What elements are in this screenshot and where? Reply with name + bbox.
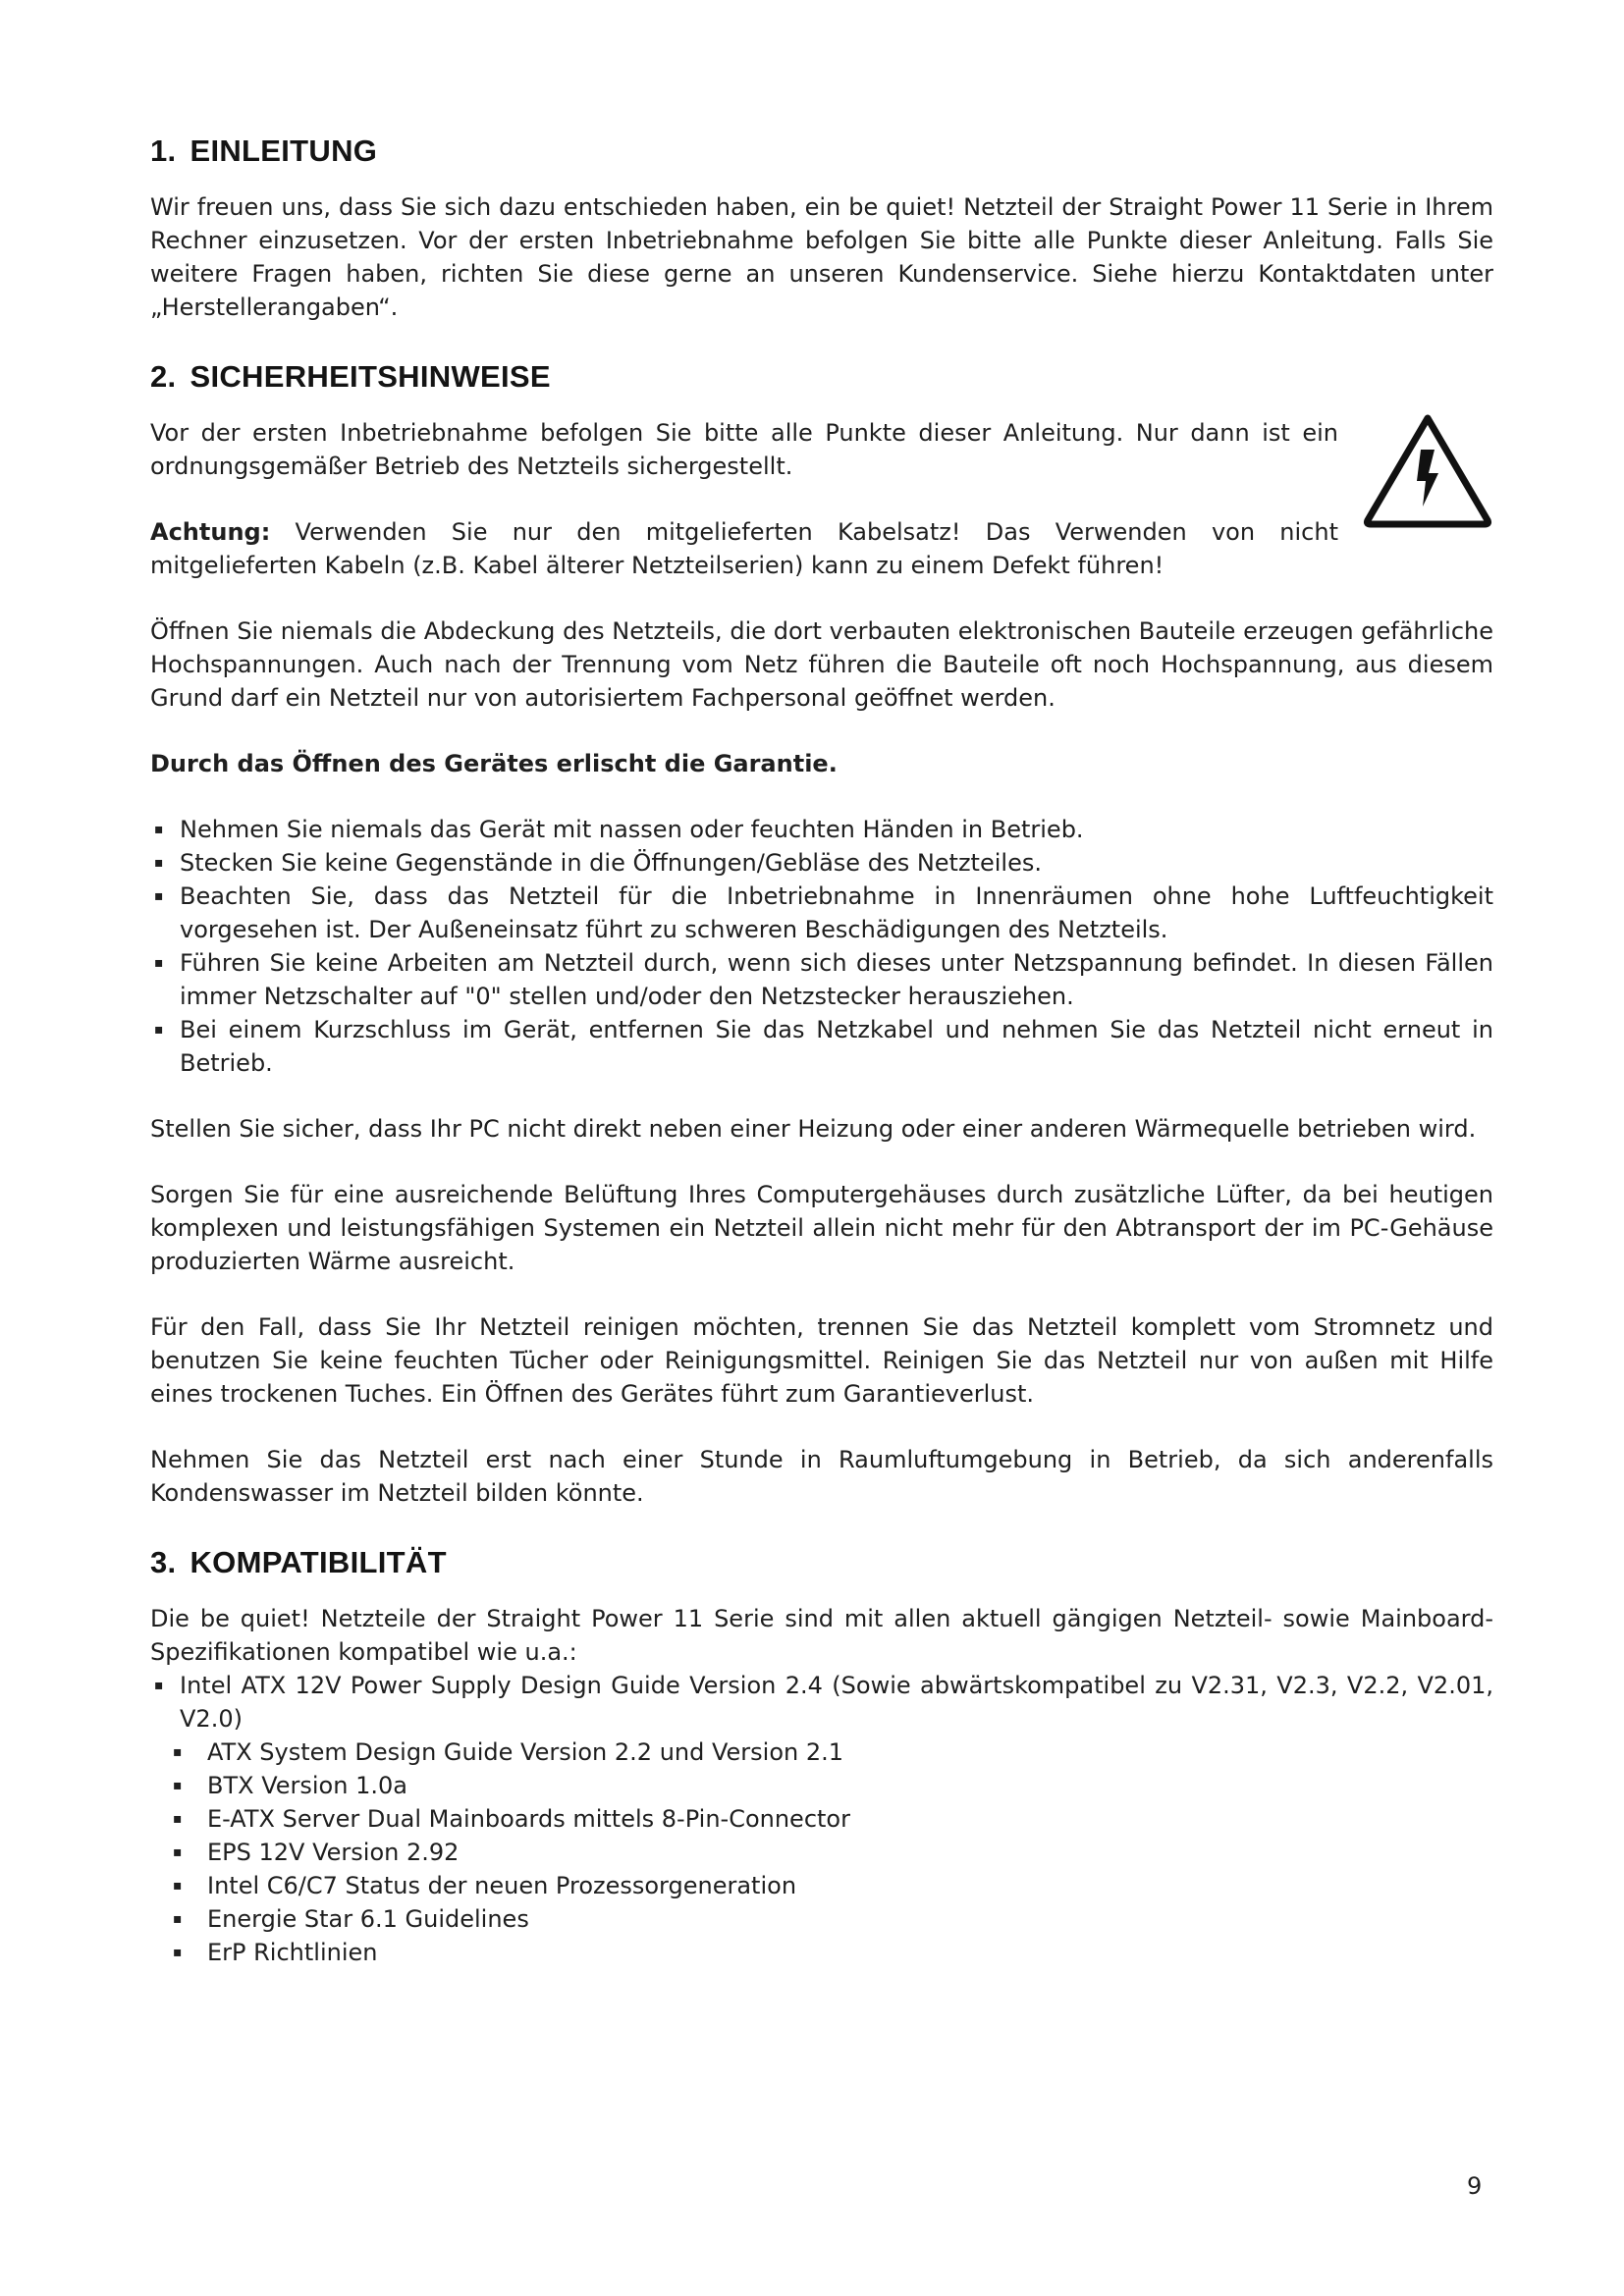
compat-sub-list	[150, 1735, 1493, 1969]
safety-paragraph-7: Nehmen Sie das Netzteil erst nach einer Stunde in Raumluftumgebung in Betrieb, da sich anderenfalls Kondenswasser im Netzteil bilden könnte.	[150, 1446, 1493, 1507]
safety-paragraph-4: Stellen Sie sicher, dass Ihr PC nicht direkt neben einer Heizung oder einer anderen Wärmequelle betrieben wird.	[150, 1115, 1477, 1143]
page-content	[150, 133, 1493, 1969]
safety-bullet-list	[150, 813, 1493, 1080]
intro-paragraph: Wir freuen uns, dass Sie sich dazu entschieden haben, ein be quiet! Netzteil der Straight Power 11 Serie in Ihrem Rechner einzusetzen. Vor der ersten Inbetriebnahme befolgen Sie bitte alle Punkte dieser Anleitung. Falls Sie weitere Fragen haben, richten Sie diese gerne an unseren Kundenservice. Siehe hierzu Kontaktdaten unter „Herstellerangaben“.	[150, 193, 1493, 321]
attention-paragraph	[150, 515, 1338, 582]
safety-intro-block	[150, 416, 1493, 582]
safety-paragraph-3: Öffnen Sie niemals die Abdeckung des Netzteils, die dort verbauten elektronischen Bauteile erzeugen gefährliche Hochspannungen. Auch nach der Trennung vom Netz führen die Bauteile oft noch Hochspannung, aus diesem Grund darf ein Netzteil nur von autorisiertem Fachpersonal geöffnet werden.	[150, 617, 1493, 712]
list-item: ▪ ATX System Design Guide Version 2.2 und Version 2.1	[150, 1735, 1493, 1769]
list-item: ▪ Intel C6/C7 Status der neuen Prozessorgeneration	[150, 1869, 1493, 1902]
list-item: ▪ Beachten Sie, dass das Netzteil für die Inbetriebnahme in Innenräumen ohne hohe Luftfeuchtigkeit vorgesehen ist. Der Außeneinsatz führt zu schweren Beschädigungen des Netzteils.	[150, 880, 1493, 946]
compat-main-list	[150, 1669, 1493, 1735]
list-item: ▪ Stecken Sie keine Gegenstände in die Öffnungen/Gebläse des Netzteiles.	[150, 846, 1493, 880]
attention-label: Achtung:	[150, 518, 271, 546]
section-heading-safety: 2. SICHERHEITSHINWEISE	[150, 359, 551, 394]
compat-intro: Die be quiet! Netzteile der Straight Power 11 Serie sind mit allen aktuell gängigen Netzteil- sowie Mainboard-Spezifikationen kompatibel wie u.a.:	[150, 1605, 1493, 1666]
page-number: 9	[1467, 2172, 1483, 2200]
list-item: ▪ Nehmen Sie niemals das Gerät mit nassen oder feuchten Händen in Betrieb.	[150, 813, 1493, 846]
section-heading-compat: 3. KOMPATIBILITÄT	[150, 1545, 447, 1579]
safety-paragraph-5: Sorgen Sie für eine ausreichende Belüftung Ihres Computergehäuses durch zusätzliche Lüfter, da bei heutigen komplexen und leistungsfähigen Systemen ein Netzteil allein nicht mehr für den Abtransport der im PC-Gehäuse produzierten Wärme ausreicht.	[150, 1181, 1493, 1275]
list-item: ▪ BTX Version 1.0a	[150, 1769, 1493, 1802]
high-voltage-warning-icon	[1362, 412, 1493, 528]
section-heading-intro: 1. EINLEITUNG	[150, 133, 378, 168]
list-item: ▪ ErP Richtlinien	[150, 1936, 1493, 1969]
list-item: ▪ Bei einem Kurzschluss im Gerät, entfernen Sie das Netzkabel und nehmen Sie das Netzteil nicht erneut in Betrieb.	[150, 1013, 1493, 1080]
warranty-note: Durch das Öffnen des Gerätes erlischt die Garantie.	[150, 750, 838, 777]
list-item: ▪ Energie Star 6.1 Guidelines	[150, 1902, 1493, 1936]
list-item: ▪ Intel ATX 12V Power Supply Design Guide Version 2.4 (Sowie abwärtskompatibel zu V2.31, V2.3, V2.2, V2.01, V2.0)	[150, 1669, 1493, 1735]
safety-paragraph-1: Vor der ersten Inbetriebnahme befolgen Sie bitte alle Punkte dieser Anleitung. Nur dann ist ein ordnungsgemäßer Betrieb des Netzteils sichergestellt.	[150, 419, 1338, 480]
attention-text: Verwenden Sie nur den mitgelieferten Kabelsatz! Das Verwenden von nicht mitgelieferten Kabeln (z.B. Kabel älterer Netzteilserien) kann zu einem Defekt führen!	[150, 518, 1338, 579]
safety-paragraph-6: Für den Fall, dass Sie Ihr Netzteil reinigen möchten, trennen Sie das Netzteil komplett vom Stromnetz und benutzen Sie keine feuchten Tücher oder Reinigungsmittel. Reinigen Sie das Netzteil nur von außen mit Hilfe eines trockenen Tuches. Ein Öffnen des Gerätes führt zum Garantieverlust.	[150, 1313, 1493, 1408]
list-item: ▪ Führen Sie keine Arbeiten am Netzteil durch, wenn sich dieses unter Netzspannung befindet. In diesen Fällen immer Netzschalter auf "0" stellen und/oder den Netzstecker herausziehen.	[150, 946, 1493, 1013]
list-item: ▪ E-ATX Server Dual Mainboards mittels 8-Pin-Connector	[150, 1802, 1493, 1836]
list-item: ▪ EPS 12V Version 2.92	[150, 1836, 1493, 1869]
